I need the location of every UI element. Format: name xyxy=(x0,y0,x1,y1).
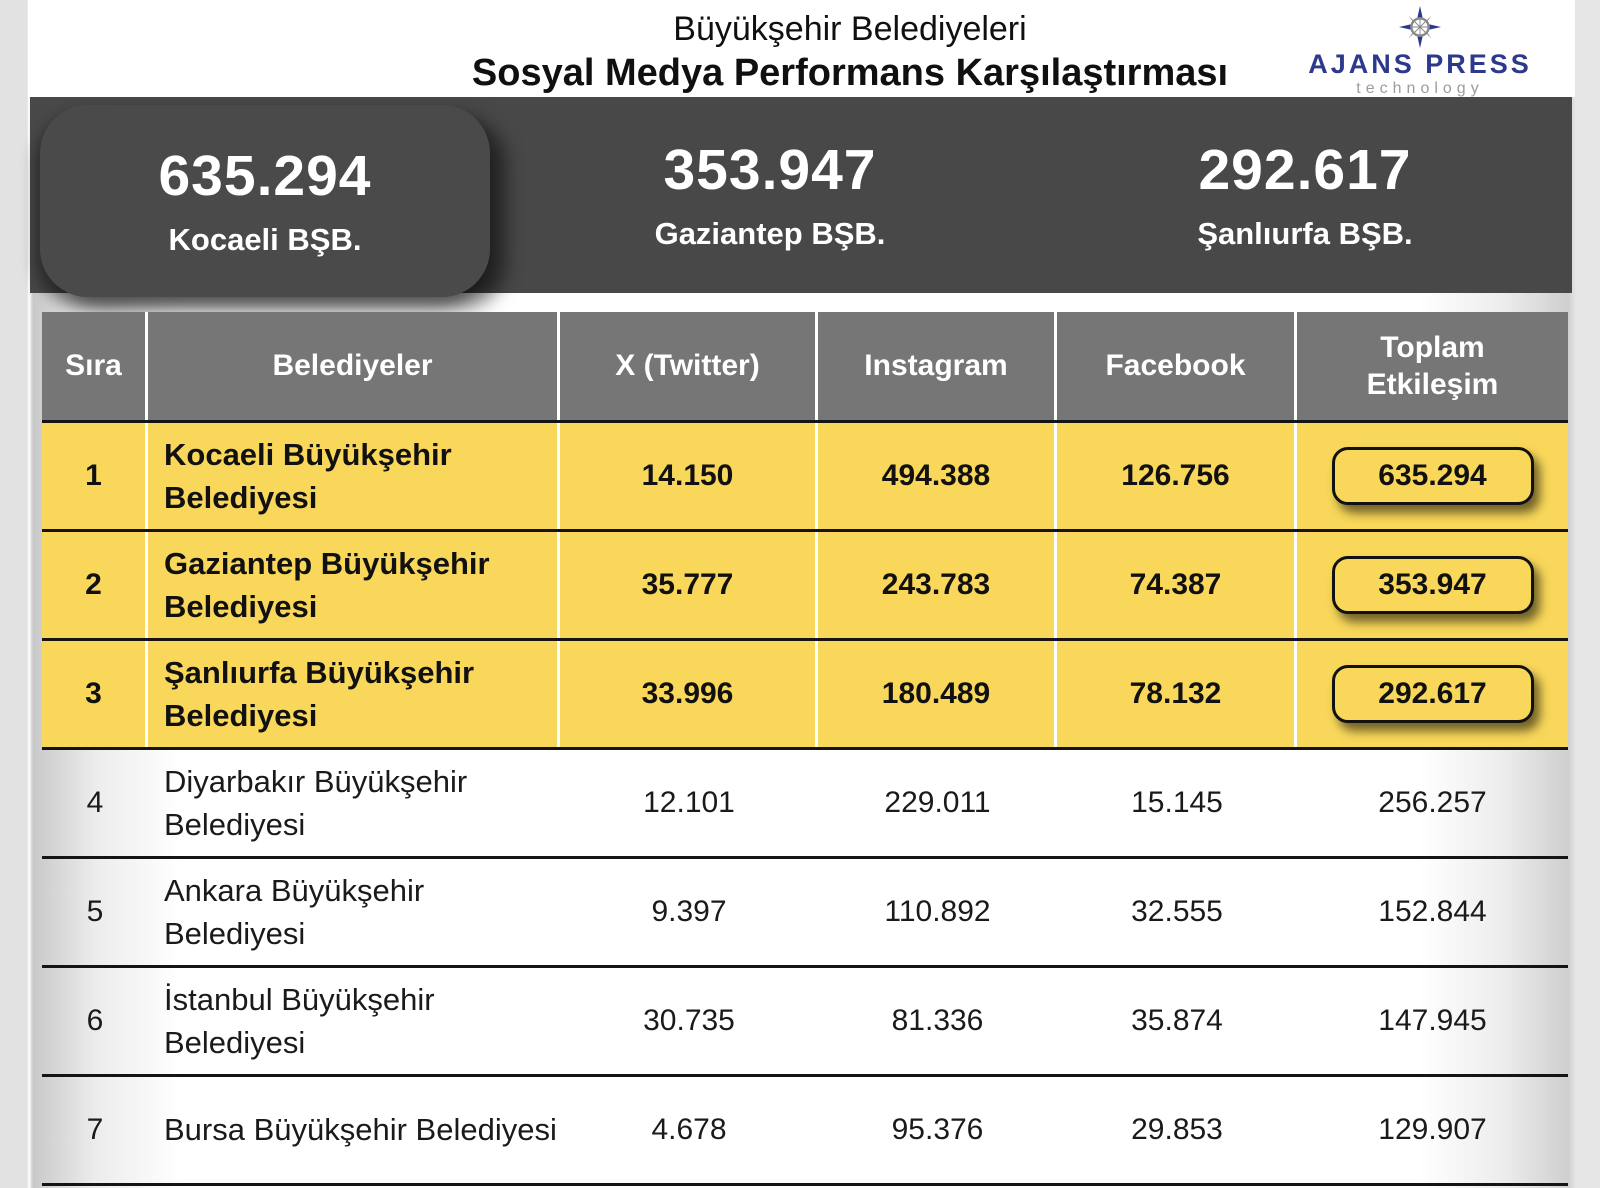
table-row xyxy=(42,968,1568,1077)
logo-tagline: technology xyxy=(1356,80,1484,97)
twitter-cell: 12.101 xyxy=(643,786,735,819)
column-header-instagram: Instagram xyxy=(818,312,1057,420)
ajans-press-logo xyxy=(1305,4,1535,98)
table-row xyxy=(42,532,1568,641)
facebook-cell: 35.874 xyxy=(1131,1004,1223,1037)
stat-label: Gaziantep BŞB. xyxy=(654,216,886,252)
rank-cell: 2 xyxy=(42,532,148,638)
municipality-cell: Kocaeli Büyükşehir Belediyesi xyxy=(148,423,560,529)
stat-gaziantep xyxy=(470,97,1070,293)
table-row xyxy=(42,423,1568,532)
instagram-cell: 81.336 xyxy=(891,1004,984,1037)
rank-cell: 5 xyxy=(86,895,104,928)
facebook-cell: 126.756 xyxy=(1057,423,1297,529)
instagram-cell: 494.388 xyxy=(818,423,1057,529)
rank-cell: 7 xyxy=(86,1113,104,1146)
instagram-cell: 95.376 xyxy=(891,1113,984,1146)
column-header-total: Toplam Etkileşim xyxy=(1366,330,1499,401)
municipality-cell: Şanlıurfa Büyükşehir Belediyesi xyxy=(148,641,560,747)
logo-name: AJANS PRESS xyxy=(1308,49,1532,79)
facebook-cell: 29.853 xyxy=(1131,1113,1223,1146)
table-row xyxy=(42,1077,1568,1186)
table-row xyxy=(42,641,1568,750)
twitter-cell: 4.678 xyxy=(651,1113,727,1146)
municipality-cell: İstanbul Büyükşehir Belediyesi xyxy=(164,981,435,1060)
twitter-cell: 35.777 xyxy=(560,532,818,638)
facebook-cell: 15.145 xyxy=(1131,786,1223,819)
total-badge: 292.617 xyxy=(1332,665,1534,723)
municipality-cell: Ankara Büyükşehir Belediyesi xyxy=(164,872,425,951)
page-header xyxy=(28,0,1575,97)
page-subtitle: Büyükşehir Belediyeleri xyxy=(673,10,1027,48)
twitter-cell: 14.150 xyxy=(560,423,818,529)
comparison-table xyxy=(42,312,1568,1186)
total-cell: 129.907 xyxy=(1378,1113,1487,1146)
rank-cell: 4 xyxy=(86,786,104,819)
stat-label: Kocaeli BŞB. xyxy=(168,222,362,258)
page-title: Sosyal Medya Performans Karşılaştırması xyxy=(471,51,1229,94)
instagram-cell: 229.011 xyxy=(884,786,991,819)
total-cell xyxy=(1297,532,1568,638)
municipality-cell: Bursa Büyükşehir Belediyesi xyxy=(164,1112,557,1148)
column-header-rank: Sıra xyxy=(42,312,148,420)
total-cell xyxy=(1297,423,1568,529)
table-header-row xyxy=(42,312,1568,423)
total-cell: 256.257 xyxy=(1378,786,1487,819)
rank-cell: 6 xyxy=(86,1004,104,1037)
stats-banner xyxy=(30,97,1572,293)
rank-cell: 1 xyxy=(42,423,148,529)
stat-value: 292.617 xyxy=(1198,137,1412,202)
stat-sanliurfa xyxy=(1030,97,1580,293)
stat-card-kocaeli xyxy=(40,105,490,297)
twitter-cell: 30.735 xyxy=(643,1004,735,1037)
municipality-cell: Diyarbakır Büyükşehir Belediyesi xyxy=(164,763,468,842)
table-row xyxy=(42,750,1568,859)
column-header-facebook: Facebook xyxy=(1057,312,1297,420)
title-block xyxy=(472,8,1228,96)
total-cell: 147.945 xyxy=(1378,1004,1487,1037)
instagram-cell: 110.892 xyxy=(884,895,991,928)
rank-cell: 3 xyxy=(42,641,148,747)
column-header-twitter: X (Twitter) xyxy=(560,312,818,420)
column-header-municipality: Belediyeler xyxy=(148,312,560,420)
total-cell: 152.844 xyxy=(1378,895,1487,928)
total-badge: 635.294 xyxy=(1332,447,1534,505)
total-cell xyxy=(1297,641,1568,747)
municipality-cell: Gaziantep Büyükşehir Belediyesi xyxy=(148,532,560,638)
stat-value: 635.294 xyxy=(158,143,372,208)
instagram-cell: 180.489 xyxy=(818,641,1057,747)
stat-value: 353.947 xyxy=(663,137,877,202)
facebook-cell: 78.132 xyxy=(1057,641,1297,747)
facebook-cell: 74.387 xyxy=(1057,532,1297,638)
table-row xyxy=(42,859,1568,968)
twitter-cell: 33.996 xyxy=(560,641,818,747)
compass-icon xyxy=(1396,4,1444,50)
instagram-cell: 243.783 xyxy=(818,532,1057,638)
total-badge: 353.947 xyxy=(1332,556,1534,614)
stat-label: Şanlıurfa BŞB. xyxy=(1197,216,1413,252)
twitter-cell: 9.397 xyxy=(651,895,727,928)
facebook-cell: 32.555 xyxy=(1131,895,1223,928)
